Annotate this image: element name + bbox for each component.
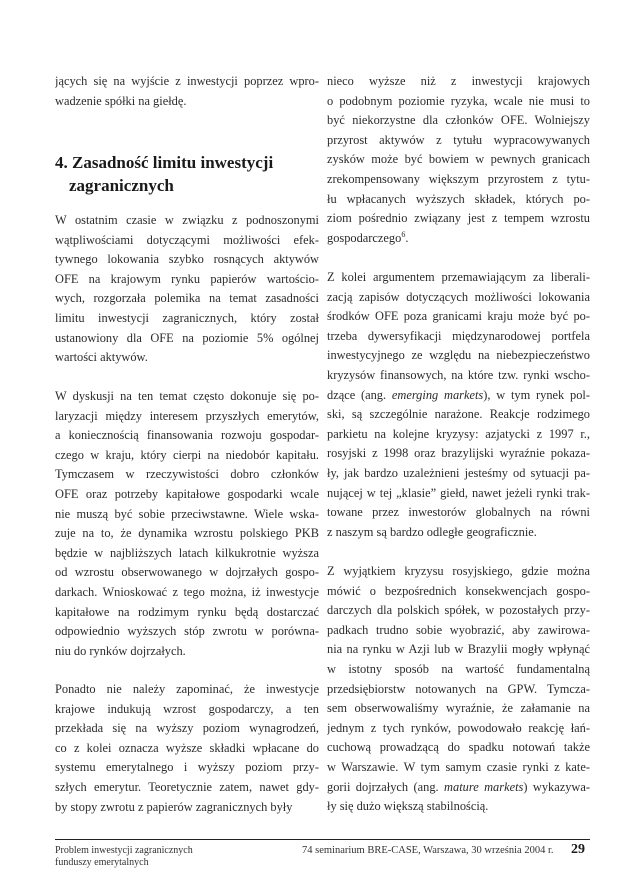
text-line: krajowe indukują wzrost gospodarczy, a ten: [55, 701, 319, 716]
text-line: ły się dużo większą stabilnością.: [327, 799, 489, 814]
text-line: [327, 229, 590, 249]
text-line: darczych dla polskich spółek, w pozostałych przy-: [327, 603, 590, 618]
text-line: czego w kraju, który cierpi na niedobór kapitału.: [55, 447, 319, 462]
text-line: laryzacji między interesem przyszłych emerytów,: [55, 408, 319, 423]
text-line: odpowiednio wyższych stóp zwrotu w porówna-: [55, 624, 319, 639]
italic-term: mature markets: [444, 779, 524, 794]
text-line: Ponadto nie należy zapominać, że inwestycje: [55, 682, 319, 696]
text-line: z naszym są bardzo odległe geograficznie.: [327, 524, 537, 539]
paragraph: [327, 562, 590, 817]
text-line: będzie w najbliższych latach kilkukrotnie wyższa: [55, 545, 319, 560]
text-line: przedsiębiorstw notowanych na GPW. Tymcza-: [327, 681, 590, 696]
paragraph: [327, 72, 590, 248]
text-line: OFE na krajowym rynku papierów wartościo-: [55, 271, 319, 286]
text-line: [327, 778, 590, 798]
text-line: Z wyjątkiem kryzysu rosyjskiego, gdzie można: [327, 564, 590, 578]
text-line: przyrost aktywów z tytułu wypracowywanych: [327, 132, 590, 147]
text-line: przekłada się na wyższy poziom wynagrodzeń,: [55, 721, 319, 736]
text-line: wych, rozgorzała polemika na temat zasadności: [55, 291, 319, 306]
footer-divider: [55, 839, 590, 840]
text-line: zysków może być bowiem w pewnych granicach: [327, 152, 590, 167]
text-line: OFE oraz potrzeby kapitałowe gospodarki wcale: [55, 486, 319, 501]
text-line: ły, jak bardzo uzależnieni jesteśmy od sytuacji pa-: [327, 465, 590, 480]
text-line: od wzrostu obserwowanego w dojrzałych gospo-: [55, 565, 319, 580]
text-line: cuchową prowadzącą do spadku notowań także: [327, 740, 590, 755]
footer-title-line: funduszy emerytalnych: [55, 857, 149, 868]
text-line: ziom pośrednio związany jest z tempem wzrostu: [327, 211, 590, 226]
text-line: nującej w tej „klasie” giełd, nawet jeżeli rynki trak-: [327, 485, 590, 500]
paragraph: [55, 680, 319, 817]
text-line: ski, są szczególnie narażone. Reakcje rodzimego: [327, 407, 590, 422]
text-line: Z kolei argumentem przemawiającym za liberali-: [327, 270, 590, 284]
text-line: jących się na wyjście z inwestycji poprzez wpro-: [55, 74, 319, 88]
paragraph: [55, 211, 319, 368]
paragraph: [55, 387, 319, 661]
text-line: mówić o bezpośrednich konsekwencjach gospo-: [327, 583, 590, 598]
text-line: zuje na to, że dynamika wzrostu polskiego PKB: [55, 526, 319, 541]
heading-line: zagranicznych: [69, 176, 174, 195]
text-line: inwestycyjnego ze względu na niebezpieczeństwo: [327, 348, 590, 363]
footer-title: [55, 845, 193, 869]
text-line: trzeba dywersyfikacji międzynarodowej portfela: [327, 328, 590, 343]
text-line: W dyskusji na ten temat często dokonuje się po-: [55, 389, 319, 403]
text-line: niu do rynków dojrzałych.: [55, 643, 186, 658]
section-heading: [55, 151, 319, 197]
text-line: parkietu na kolejne kryzysy: azjatycki z 1997 r.,: [327, 426, 590, 441]
paragraph: [327, 268, 590, 542]
text-line: W ostatnim czasie w związku z podnoszonymi: [55, 213, 319, 227]
text-line: towane przez inwestorów globalnych na równi: [327, 505, 590, 520]
text-segment: ) wykazywa-: [523, 779, 590, 794]
text-line: systemu emerytalnego i wyższy poziom przy-: [55, 760, 319, 775]
footer-event: 74 seminarium BRE-CASE, Warszawa, 30 września 2004 r.: [302, 845, 554, 856]
page-number: 29: [571, 842, 585, 857]
text-line: darkach. Wnioskować z tego można, iż inwestycje: [55, 584, 319, 599]
text-line: wartości aktywów.: [55, 350, 148, 365]
text-line: wadzenie spółki na giełdę.: [55, 93, 187, 108]
heading-line: 4. Zasadność limitu inwestycji: [55, 153, 274, 172]
text-line: kapitałowe na rodzimym rynku będą dostarczać: [55, 604, 319, 619]
text-segment: gorii dojrzałych (ang.: [327, 779, 445, 794]
text-line: Tymczasem w rzeczywistości dobro członków: [55, 467, 319, 482]
paragraph-continued: [55, 72, 319, 111]
text-line: w Warszawie. W tym samym czasie rynki z kate-: [327, 759, 590, 774]
footer-title-line: Problem inwestycji zagranicznych: [55, 845, 193, 856]
text-line: sem obserwowaliśmy wyraźnie, że załamanie na: [327, 701, 590, 716]
footnote-marker: 6: [401, 229, 406, 239]
text-line: rosyjski z 1998 oraz brazylijski wyraźnie pokaza-: [327, 446, 590, 461]
text-line: tywnego lokowania szybko rosnących aktywów: [55, 252, 319, 267]
text-line: zrekompensowany większym przyrostem z tytu-: [327, 171, 590, 186]
text-line: środków OFE poza granicami kraju może być po-: [327, 309, 590, 324]
text-line: padkach trudno sobie wyobrazić, aby zawirowa-: [327, 622, 590, 637]
text-segment: gospodarczego: [327, 230, 402, 245]
text-line: by stopy zwrotu z papierów zagranicznych były: [55, 799, 293, 814]
text-line: zacją zapisów dotyczących możliwości lokowania: [327, 289, 590, 304]
text-segment: dzące (ang.: [327, 387, 392, 402]
text-line: [327, 386, 590, 406]
text-segment: .: [405, 230, 409, 245]
text-line: być niekorzystne dla członków OFE. Wolniejszy: [327, 113, 590, 128]
text-line: nie muszą być sobie przeciwstawne. Wiele wska-: [55, 506, 319, 521]
text-line: nieco wyższe niż z inwestycji krajowych: [327, 74, 590, 88]
text-line: w istotny sposób na wartość fundamentalną: [327, 661, 590, 676]
text-line: ustanowiony dla OFE na poziomie 5% ogólnej: [55, 330, 319, 345]
text-segment: ), w tym rynek pol-: [483, 387, 590, 402]
text-line: kryzysów finansowych, na które tzw. rynki wscho-: [327, 367, 590, 382]
text-line: limitu inwestycji zagranicznych, który został: [55, 310, 319, 325]
text-line: o podobnym poziomie ryzyka, wcale nie musi to: [327, 93, 590, 108]
text-line: nia na rynku w Azji lub w Brazylii mogły wpłynąć: [327, 642, 590, 657]
text-line: jednym z tych rynków, powodowało reakcję łań-: [327, 720, 590, 735]
text-line: wątpliwościami dotyczącymi możliwości efek-: [55, 232, 319, 247]
italic-term: emerging markets: [391, 387, 484, 402]
text-line: a koniecznością finansowania rozwoju gospodar-: [55, 428, 319, 443]
text-line: co z kolei oznacza wyższe składki wpłacane do: [55, 740, 319, 755]
text-line: szłych emerytur. Teoretycznie zatem, nawet gdy-: [55, 779, 319, 794]
text-line: łu wpłacanych wyższych składek, których po-: [327, 191, 590, 206]
